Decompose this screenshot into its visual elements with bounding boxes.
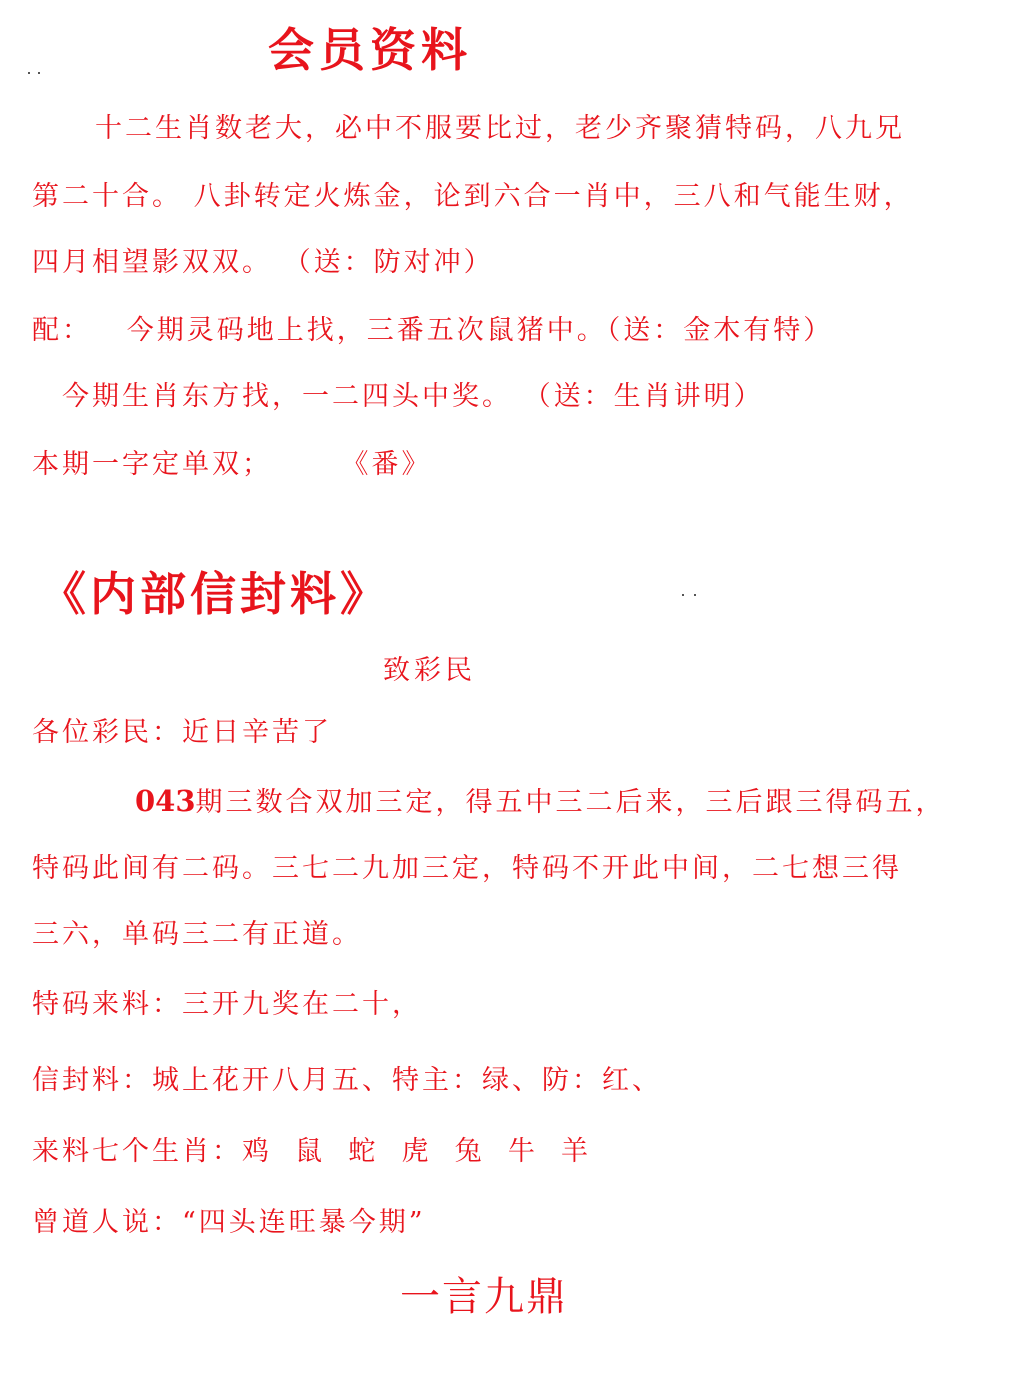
- scan-speck: [38, 72, 40, 74]
- scan-speck: [28, 72, 30, 74]
- issue-number: 043: [135, 784, 196, 818]
- pair-line-2: 今期生肖东方找，一二四头中奖。 （送：生肖讲明）: [62, 381, 764, 412]
- envelope-line-3: 三六，单码三二有正道。: [32, 919, 362, 950]
- poem-line-1: 十二生肖数老大，必中不服要比过，老少齐聚猜特码，八九兄: [95, 113, 905, 144]
- envelope-title: 《内部信封料》: [40, 567, 390, 621]
- greeting-line: 各位彩民：近日辛苦了: [32, 717, 332, 748]
- special-code-line: 特码来料：三开九奖在二十，: [32, 989, 422, 1020]
- taoist-saying-line: 曾道人说：“四头连旺暴今期”: [32, 1207, 426, 1238]
- scan-speck: [682, 594, 684, 596]
- poem-line-2: 第二十合。 八卦转定火炼金，论到六合一肖中，三八和气能生财，: [32, 181, 914, 212]
- seven-zodiacs-line: 来料七个生肖：鸡 鼠 蛇 虎 兔 牛 羊: [32, 1136, 591, 1167]
- single-double-line: 本期一字定单双； 《番》: [32, 449, 432, 480]
- envelope-subtitle: 致彩民: [383, 655, 476, 686]
- poem-line-3: 四月相望影双双。 （送：防对冲）: [32, 247, 494, 278]
- scan-speck: [694, 594, 696, 596]
- envelope-line-2: 特码此间有二码。三七二九加三定，特码不开此中间，二七想三得: [32, 853, 902, 884]
- pair-line-1: 配： 今期灵码地上找，三番五次鼠猪中。（送：金木有特）: [32, 315, 834, 346]
- envelope-info-line: 信封料：城上花开八月五、特主：绿、防：红、: [32, 1065, 662, 1096]
- issue-text: 期三数合双加三定，得五中三二后来，三后跟三得码五，: [195, 787, 946, 818]
- issue-line: [135, 784, 946, 820]
- member-title: 会员资料: [268, 23, 472, 77]
- closing-phrase: 一言九鼎: [400, 1274, 568, 1320]
